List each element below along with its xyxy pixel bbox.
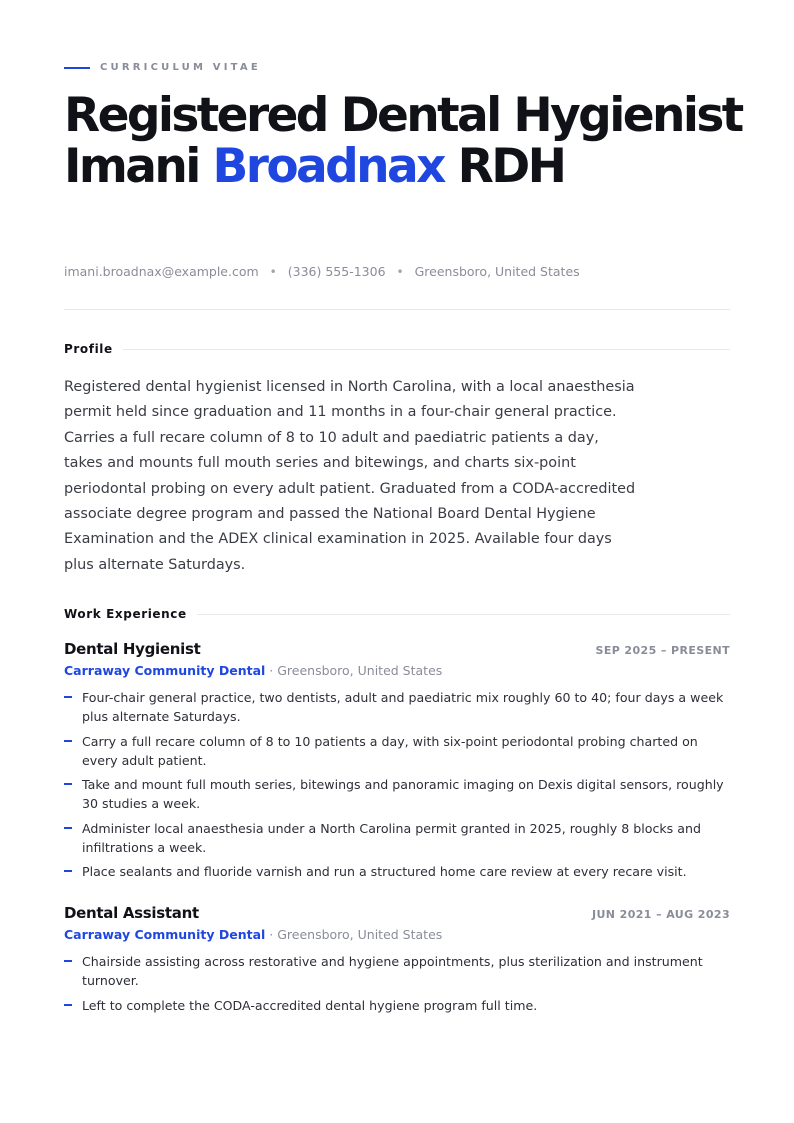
job-organization bbox=[64, 663, 730, 678]
job-bullet: Four-chair general practice, two dentists, adult and paediatric mix roughly 60 to 40; four days a week plus alternate Saturdays. bbox=[64, 688, 730, 726]
job-entry bbox=[64, 904, 730, 1020]
eyebrow bbox=[64, 62, 261, 73]
job-location: · Greensboro, United States bbox=[265, 663, 443, 678]
eyebrow-rule bbox=[64, 67, 90, 69]
contact-email[interactable]: imani.broadnax@example.com bbox=[64, 264, 259, 279]
name-accent: Broadnax bbox=[212, 139, 444, 194]
job-bullets bbox=[64, 952, 730, 1015]
profile-section-header bbox=[64, 342, 730, 356]
job-bullet: Carry a full recare column of 8 to 10 patients a day, with six-point periodontal probing charted on every adult patient. bbox=[64, 732, 730, 770]
job-organization bbox=[64, 927, 730, 942]
job-location: · Greensboro, United States bbox=[265, 927, 443, 942]
job-dates: JUN 2021 – AUG 2023 bbox=[591, 908, 730, 921]
experience-section-header bbox=[64, 607, 730, 621]
job-title: Dental Assistant bbox=[64, 904, 199, 922]
contact-line bbox=[64, 264, 580, 279]
job-bullet: Chairside assisting across restorative and hygiene appointments, plus sterilization and instrument turnover. bbox=[64, 952, 730, 990]
section-rule bbox=[197, 614, 730, 615]
job-title: Dental Hygienist bbox=[64, 640, 201, 658]
job-bullet: Take and mount full mouth series, bitewings and panoramic imaging on Dexis digital sensors, roughly 30 studies a week. bbox=[64, 775, 730, 813]
contact-phone[interactable]: (336) 555-1306 bbox=[287, 264, 386, 279]
eyebrow-text: CURRICULUM VITAE bbox=[100, 62, 261, 73]
job-bullets bbox=[64, 688, 730, 881]
job-bullet: Place sealants and fluoride varnish and run a structured home care review at every recare visit. bbox=[64, 862, 730, 881]
experience-section-title: Work Experience bbox=[64, 607, 187, 621]
page-title bbox=[64, 90, 744, 192]
contact-separator: • bbox=[396, 264, 404, 279]
job-entry bbox=[64, 640, 730, 887]
contact-separator: • bbox=[269, 264, 277, 279]
job-bullet: Left to complete the CODA-accredited dental hygiene program full time. bbox=[64, 996, 730, 1015]
profile-summary: Registered dental hygienist licensed in North Carolina, with a local anaesthesia permit held since graduation and 11 months in a four-chair general practice. Carries a full recare column of 8 to 10 adult and paediatric patients a day, takes and mounts full mouth series and bitewings, and charts six-point periodontal probing on every adult patient. Graduated from a CODA-accredited associate degree program and passed the National Board Dental Hygiene Examination and the ADEX clinical examination in 2025. Available four days plus alternate Saturdays. bbox=[64, 379, 636, 573]
contact-location: Greensboro, United States bbox=[414, 264, 580, 279]
header-divider bbox=[64, 309, 730, 310]
name-part-1: Registered Dental Hygienist Imani bbox=[64, 88, 742, 194]
job-bullet: Administer local anaesthesia under a North Carolina permit granted in 2025, roughly 8 blocks and infiltrations a week. bbox=[64, 819, 730, 857]
profile-section-title: Profile bbox=[64, 342, 113, 356]
job-company: Carraway Community Dental bbox=[64, 663, 266, 678]
job-dates: SEP 2025 – PRESENT bbox=[595, 644, 730, 657]
name-part-2: RDH bbox=[443, 139, 565, 194]
job-company: Carraway Community Dental bbox=[64, 927, 266, 942]
section-rule bbox=[123, 349, 730, 350]
